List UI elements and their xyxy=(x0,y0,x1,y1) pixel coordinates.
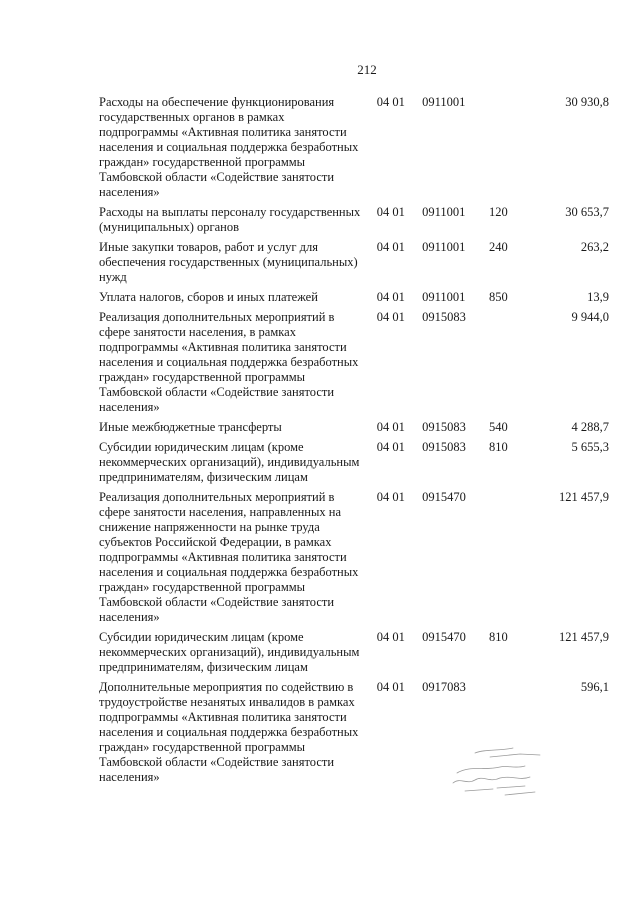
row-target: 0915083 xyxy=(422,440,466,454)
page-number: 212 xyxy=(357,62,377,77)
row-description: Субсидии юридическим лицам (кроме некоммерческих организаций), индивидуальным предпринимателям, физическим лицам xyxy=(99,440,360,484)
table-row xyxy=(99,205,609,235)
row-description: Уплата налогов, сборов и иных платежей xyxy=(99,290,318,304)
row-amount: 13,9 xyxy=(587,290,609,304)
row-target: 0915083 xyxy=(422,310,466,324)
table-row xyxy=(99,420,609,435)
row-type: 810 xyxy=(488,630,508,644)
row-section: 04 01 xyxy=(376,680,405,694)
row-description: Иные закупки товаров, работ и услуг для обеспечения государственных (муниципальных) нужд xyxy=(99,240,358,284)
row-target: 0911001 xyxy=(422,240,466,254)
table-row xyxy=(99,490,609,625)
table-row xyxy=(99,95,609,200)
budget-table xyxy=(99,95,609,790)
row-amount: 121 457,9 xyxy=(559,630,609,644)
table-row xyxy=(99,630,609,675)
row-target: 0911001 xyxy=(422,290,466,304)
signature-stamp xyxy=(445,745,550,805)
row-amount: 4 288,7 xyxy=(571,420,609,434)
row-section: 04 01 xyxy=(376,490,405,504)
row-target: 0917083 xyxy=(422,680,466,694)
row-target: 0915470 xyxy=(422,490,466,504)
row-description: Реализация дополнительных мероприятий в сфере занятости населения, в рамках подпрограммы «Активная политика занятости населения и социальная поддержка безработных граждан» государственной программы Тамбовской области «Содействие занятости населения» xyxy=(99,310,359,414)
row-amount: 30 653,7 xyxy=(565,205,609,219)
row-type: 120 xyxy=(488,205,508,219)
row-type: 810 xyxy=(488,440,508,454)
row-section: 04 01 xyxy=(376,205,405,219)
table-row xyxy=(99,310,609,415)
table-row xyxy=(99,240,609,285)
row-description: Субсидии юридическим лицам (кроме некоммерческих организаций), индивидуальным предпринимателям, физическим лицам xyxy=(99,630,360,674)
row-amount: 263,2 xyxy=(580,240,609,254)
row-section: 04 01 xyxy=(376,440,405,454)
row-section: 04 01 xyxy=(376,310,405,324)
table-row xyxy=(99,290,609,305)
row-description: Расходы на выплаты персоналу государственных (муниципальных) органов xyxy=(99,205,361,234)
row-amount: 5 655,3 xyxy=(571,440,609,454)
row-amount: 9 944,0 xyxy=(571,310,609,324)
row-target: 0915470 xyxy=(422,630,466,644)
row-amount: 30 930,8 xyxy=(565,95,609,109)
row-amount: 596,1 xyxy=(580,680,609,694)
row-type: 240 xyxy=(488,240,508,254)
row-section: 04 01 xyxy=(376,95,405,109)
row-target: 0915083 xyxy=(422,420,466,434)
row-target: 0911001 xyxy=(422,95,466,109)
row-target: 0911001 xyxy=(422,205,466,219)
table-row xyxy=(99,440,609,485)
row-section: 04 01 xyxy=(376,630,405,644)
row-section: 04 01 xyxy=(376,420,405,434)
row-type: 850 xyxy=(488,290,508,304)
row-type: 540 xyxy=(488,420,508,434)
row-description: Расходы на обеспечение функционирования государственных органов в рамках подпрограммы «Активная политика занятости населения и социальная поддержка безработных граждан» государственной программы Тамбовской области «Содействие занятости населения» xyxy=(99,95,359,199)
row-amount: 121 457,9 xyxy=(559,490,609,504)
row-section: 04 01 xyxy=(376,240,405,254)
row-section: 04 01 xyxy=(376,290,405,304)
row-description: Реализация дополнительных мероприятий в сфере занятости населения, направленных на снижение напряженности на рынке труда субъектов Российской Федерации, в рамках подпрограммы «Активная политика занятости населения и социальная поддержка безработных граждан» государственной программы Тамбовской области «Содействие занятости населения» xyxy=(99,490,359,624)
row-description: Дополнительные мероприятия по содействию в трудоустройстве незанятых инвалидов в рамках подпрограммы «Активная политика занятости населения и социальная поддержка безработных граждан» государственной программы Тамбовской области «Содействие занятости населения» xyxy=(99,680,359,784)
row-description: Иные межбюджетные трансферты xyxy=(99,420,282,434)
